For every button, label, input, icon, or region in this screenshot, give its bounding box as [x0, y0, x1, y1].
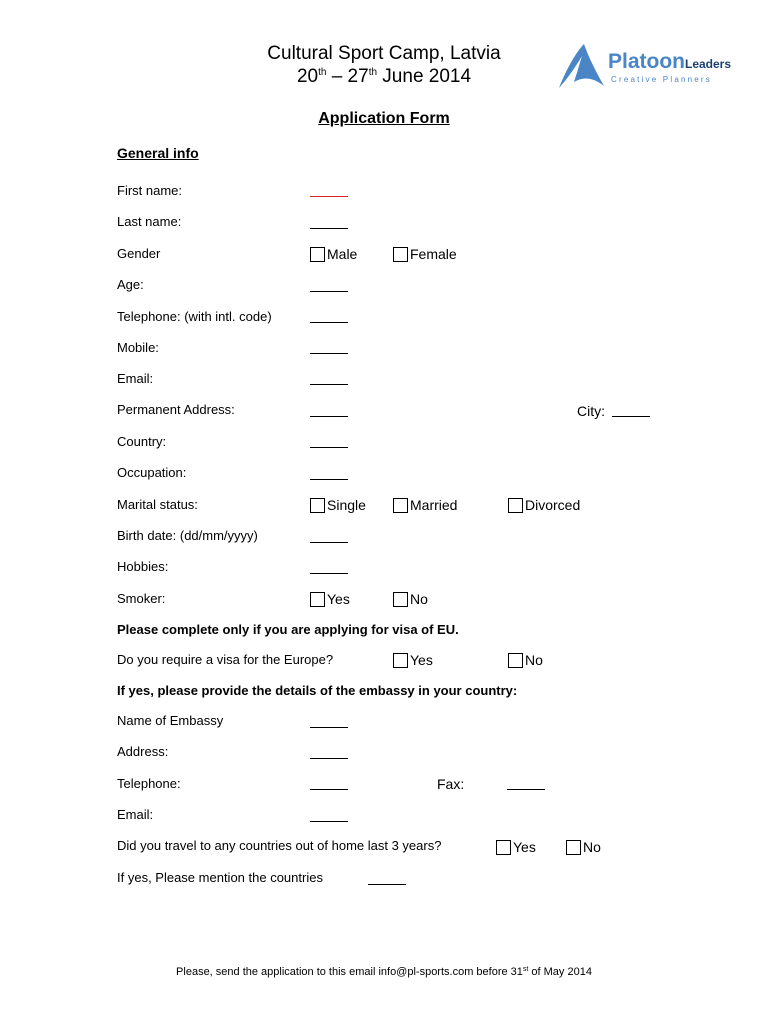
- visa-question: Do you require a visa for the Europe?: [117, 652, 334, 667]
- single-checkbox[interactable]: [310, 498, 325, 513]
- first-name-input[interactable]: [310, 196, 348, 197]
- married-checkbox[interactable]: [393, 498, 408, 513]
- travel-followup-label: If yes, Please mention the countries: [117, 870, 323, 885]
- marital-status-label: Marital status:: [117, 497, 198, 512]
- female-option-label: Female: [410, 246, 457, 262]
- hobbies-label: Hobbies:: [117, 559, 169, 574]
- travel-yes-label: Yes: [513, 839, 536, 855]
- embassy-telephone-input[interactable]: [310, 789, 348, 790]
- city-label: City:: [577, 403, 605, 419]
- first-name-label: First name:: [117, 183, 183, 198]
- divorced-option-label: Divorced: [525, 497, 581, 513]
- country-label: Country:: [117, 434, 167, 449]
- smoker-yes-label: Yes: [327, 591, 350, 607]
- date-start-suffix: th: [318, 67, 327, 78]
- single-option-label: Single: [327, 497, 366, 513]
- male-option-label: Male: [327, 246, 358, 262]
- birth-date-input[interactable]: [310, 542, 348, 543]
- date-end-suffix: th: [368, 67, 378, 78]
- smoker-label: Smoker:: [117, 591, 166, 606]
- gender-label: Gender: [117, 246, 161, 261]
- country-input[interactable]: [310, 447, 348, 448]
- logo-brand: Platoon: [608, 50, 685, 73]
- embassy-email-input[interactable]: [310, 821, 348, 822]
- permanent-address-label: Permanent Address:: [117, 402, 235, 417]
- embassy-address-label: Address:: [117, 744, 169, 759]
- form-title: Application Form: [318, 110, 450, 127]
- visa-no-checkbox[interactable]: [508, 653, 523, 668]
- embassy-email-label: Email:: [117, 807, 154, 822]
- date-separator: – 27: [326, 66, 369, 87]
- visa-yes-checkbox[interactable]: [393, 653, 408, 668]
- married-option-label: Married: [410, 497, 458, 513]
- telephone-input[interactable]: [310, 322, 348, 323]
- travel-no-label: No: [583, 839, 601, 855]
- mobile-input[interactable]: [310, 353, 348, 354]
- mobile-label: Mobile:: [117, 340, 159, 355]
- embassy-note: If yes, please provide the details of the embassy in your country:: [117, 683, 518, 698]
- visa-note: Please complete only if you are applying for visa of EU.: [117, 622, 459, 637]
- occupation-label: Occupation:: [117, 465, 187, 480]
- travel-question: Did you travel to any countries out of home last 3 years?: [117, 838, 442, 853]
- male-checkbox[interactable]: [310, 247, 325, 262]
- embassy-address-input[interactable]: [310, 758, 348, 759]
- email-label: Email:: [117, 371, 154, 386]
- embassy-fax-input[interactable]: [507, 789, 545, 790]
- divorced-checkbox[interactable]: [508, 498, 523, 513]
- hobbies-input[interactable]: [310, 573, 348, 574]
- last-name-input[interactable]: [310, 228, 348, 229]
- female-checkbox[interactable]: [393, 247, 408, 262]
- platoon-leaders-logo: [556, 42, 731, 90]
- age-label: Age:: [117, 277, 144, 292]
- footer-instructions: [0, 966, 768, 978]
- embassy-telephone-label: Telephone:: [117, 776, 181, 791]
- permanent-address-input[interactable]: [310, 416, 348, 417]
- footer-text: Please, send the application to this email info@pl-sports.com before 31: [176, 966, 523, 978]
- date-end: June 2014: [377, 66, 472, 87]
- smoker-no-label: No: [410, 591, 428, 607]
- telephone-label: Telephone: (with intl. code): [117, 309, 272, 324]
- visa-no-label: No: [525, 652, 543, 668]
- footer-tail: of May 2014: [528, 966, 592, 978]
- travel-countries-input[interactable]: [368, 884, 406, 885]
- logo-brand-suffix: Leaders: [685, 57, 732, 71]
- date-start: 20: [296, 66, 319, 87]
- email-input[interactable]: [310, 384, 348, 385]
- smoker-yes-checkbox[interactable]: [310, 592, 325, 607]
- event-title: Cultural Sport Camp, Latvia: [267, 43, 501, 64]
- embassy-fax-label: Fax:: [437, 776, 465, 792]
- last-name-label: Last name:: [117, 214, 182, 229]
- embassy-name-label: Name of Embassy: [117, 713, 224, 728]
- birth-date-label: Birth date: (dd/mm/yyyy): [117, 528, 258, 543]
- footer-date-suffix: st: [522, 966, 529, 973]
- travel-yes-checkbox[interactable]: [496, 840, 511, 855]
- embassy-name-input[interactable]: [310, 727, 348, 728]
- travel-no-checkbox[interactable]: [566, 840, 581, 855]
- age-input[interactable]: [310, 291, 348, 292]
- section-general-info: General info: [117, 145, 199, 161]
- occupation-input[interactable]: [310, 479, 348, 480]
- city-input[interactable]: [612, 416, 650, 417]
- logo-tagline: Creative Planners: [611, 75, 712, 84]
- visa-yes-label: Yes: [410, 652, 433, 668]
- smoker-no-checkbox[interactable]: [393, 592, 408, 607]
